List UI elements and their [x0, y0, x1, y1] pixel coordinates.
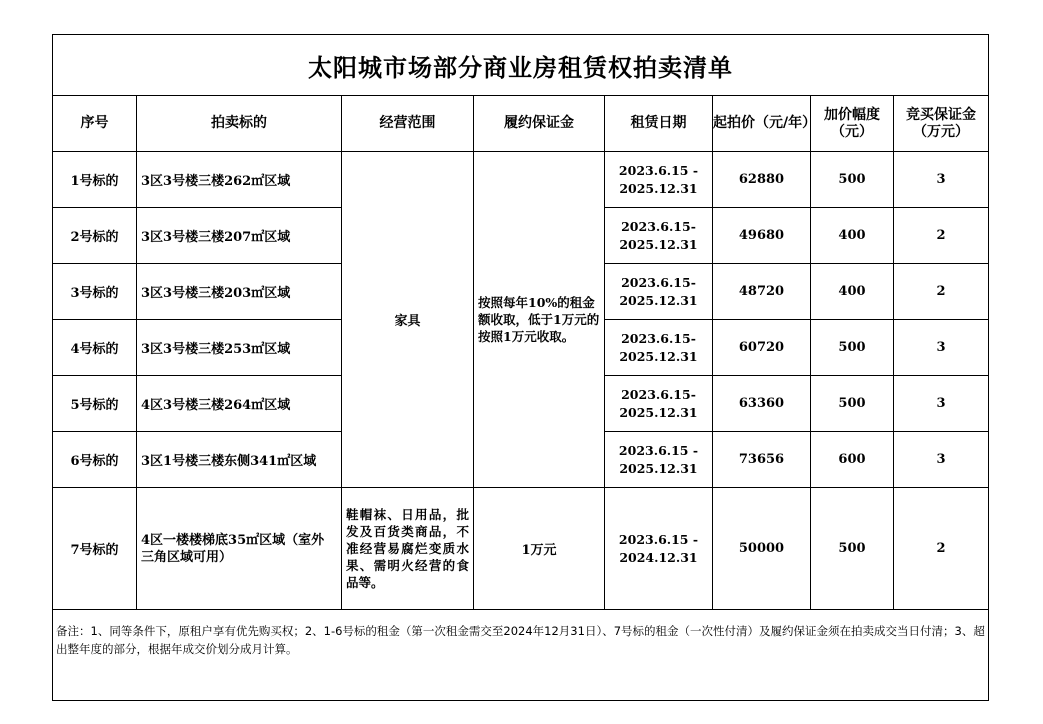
cell-seq: 3号标的: [53, 264, 137, 320]
cell-seq: 1号标的: [53, 152, 137, 208]
auction-list-table: [52, 34, 989, 701]
cell-bid-deposit: 2: [894, 488, 989, 610]
cell-price: 48720: [713, 264, 811, 320]
cell-lot: 3区3号楼三楼207㎡区域: [137, 208, 342, 264]
footnote: 备注：1、同等条件下，原租户享有优先购买权；2、1-6号标的租金（第一次租金需交至2024年12月31日）、7号标的租金（一次性付清）及履约保证金须在拍卖成交当日付清；3、超出整年度的部分，根据年成交价划分成月计算。: [53, 610, 989, 701]
header-lot: 拍卖标的: [137, 96, 342, 152]
cell-date: 2023.6.15- 2025.12.31: [605, 376, 713, 432]
cell-date: 2023.6.15 - 2024.12.31: [605, 488, 713, 610]
cell-date: 2023.6.15 - 2025.12.31: [605, 432, 713, 488]
cell-increment: 500: [811, 488, 894, 610]
cell-bid-deposit: 3: [894, 320, 989, 376]
header-bid-deposit: 竞买保证金（万元）: [894, 96, 989, 152]
cell-bid-deposit: 3: [894, 432, 989, 488]
cell-increment: 500: [811, 376, 894, 432]
page-title: 太阳城市场部分商业房租赁权拍卖清单: [53, 35, 989, 96]
cell-seq: 4号标的: [53, 320, 137, 376]
table-row: [53, 152, 989, 208]
cell-price: 73656: [713, 432, 811, 488]
cell-seq: 5号标的: [53, 376, 137, 432]
cell-bid-deposit: 3: [894, 152, 989, 208]
cell-lot: 4区3号楼三楼264㎡区域: [137, 376, 342, 432]
cell-date: 2023.6.15 - 2025.12.31: [605, 152, 713, 208]
cell-date: 2023.6.15- 2025.12.31: [605, 264, 713, 320]
header-increment: 加价幅度（元）: [811, 96, 894, 152]
cell-lot: 3区3号楼三楼262㎡区域: [137, 152, 342, 208]
cell-date: 2023.6.15- 2025.12.31: [605, 320, 713, 376]
cell-increment: 500: [811, 152, 894, 208]
header-seq: 序号: [53, 96, 137, 152]
cell-lot: 3区3号楼三楼203㎡区域: [137, 264, 342, 320]
header-row: [53, 96, 989, 152]
cell-seq: 6号标的: [53, 432, 137, 488]
cell-bid-deposit: 2: [894, 208, 989, 264]
cell-price: 62880: [713, 152, 811, 208]
cell-price: 49680: [713, 208, 811, 264]
table-row: [53, 488, 989, 610]
cell-increment: 400: [811, 208, 894, 264]
cell-deposit: 1万元: [474, 488, 605, 610]
cell-increment: 500: [811, 320, 894, 376]
header-deposit: 履约保证金: [474, 96, 605, 152]
cell-seq: 7号标的: [53, 488, 137, 610]
cell-scope: 鞋帽袜、日用品，批发及百货类商品，不准经营易腐烂变质水果、需明火经营的食品等。: [342, 488, 474, 610]
cell-date: 2023.6.15- 2025.12.31: [605, 208, 713, 264]
cell-lot: 3区3号楼三楼253㎡区域: [137, 320, 342, 376]
cell-seq: 2号标的: [53, 208, 137, 264]
header-date: 租赁日期: [605, 96, 713, 152]
header-price: 起拍价（元/年）: [713, 96, 811, 152]
cell-scope-shared: 家具: [342, 152, 474, 488]
cell-increment: 400: [811, 264, 894, 320]
cell-price: 50000: [713, 488, 811, 610]
cell-price: 63360: [713, 376, 811, 432]
cell-increment: 600: [811, 432, 894, 488]
cell-deposit-shared: 按照每年10%的租金额收取，低于1万元的按照1万元收取。: [474, 152, 605, 488]
cell-bid-deposit: 2: [894, 264, 989, 320]
cell-bid-deposit: 3: [894, 376, 989, 432]
cell-price: 60720: [713, 320, 811, 376]
cell-lot: 3区1号楼三楼东侧341㎡区域: [137, 432, 342, 488]
cell-lot: 4区一楼楼梯底35㎡区域（室外三角区域可用）: [137, 488, 342, 610]
header-scope: 经营范围: [342, 96, 474, 152]
